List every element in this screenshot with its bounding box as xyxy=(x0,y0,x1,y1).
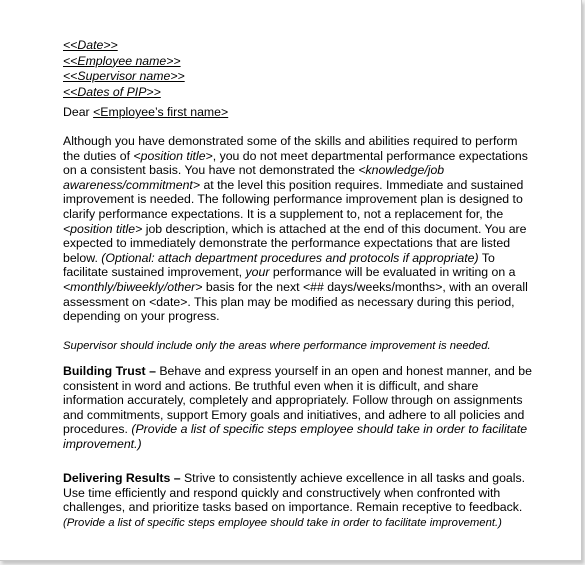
intro-text: To facilitate sustained improvement, xyxy=(63,250,495,280)
intro-text: , with an overall assessment on xyxy=(63,279,528,309)
salutation xyxy=(63,105,533,120)
intro-text: . This plan may be modified as necessary during this period, depending on your progress. xyxy=(63,294,515,324)
assessment-date-field[interactable]: <date> xyxy=(149,294,188,309)
supervisor-note: Supervisor should include only the areas where performance improvement is needed. xyxy=(63,340,491,352)
employee-name-field[interactable]: <<Employee name>> xyxy=(63,53,181,68)
optional-note: (Optional: attach department procedures and protocols if appropriate) xyxy=(101,250,479,265)
your-emphasis: your xyxy=(245,265,270,280)
supervisor-name-field[interactable]: <<Supervisor name>> xyxy=(63,69,185,84)
date-field[interactable]: <<Date>> xyxy=(63,38,118,52)
salutation-word: Dear xyxy=(63,105,90,119)
knowledge-field[interactable]: <knowledge/job awareness/commitment> xyxy=(63,163,445,192)
letter-header xyxy=(63,38,533,100)
intro-text: basis for the next xyxy=(202,279,303,294)
duration-field[interactable]: <## days/weeks/months> xyxy=(302,279,443,294)
building-trust-instruction: (Provide a list of specific steps employee should take in order to facilitate improvement.) xyxy=(63,422,528,451)
frequency-field[interactable]: <monthly/biweekly/other> xyxy=(63,279,203,294)
delivering-results-instruction: (Provide a list of specific steps employee should take in order to facilitate improvement.) xyxy=(63,516,502,529)
building-trust-section xyxy=(63,364,533,452)
position-title-field[interactable]: <position title> xyxy=(63,221,143,236)
building-trust-body: Behave and express yourself in an open and honest manner, and be consistent in word and actions. Be truthful even when it is difficult, and share information accurately, completely and appropriately. Follow through on assignments and commitments, support Emory goals and initiatives, and adhere to all policies and procedures. xyxy=(63,364,532,437)
delivering-results-heading: Delivering Results – xyxy=(63,471,181,485)
building-trust-heading: Building Trust – xyxy=(63,364,156,378)
intro-text: performance will be evaluated in writing on a xyxy=(269,265,516,280)
position-title-field[interactable]: <position title> xyxy=(133,148,213,163)
dates-of-pip-field[interactable]: <<Dates of PIP>> xyxy=(63,84,161,99)
intro-text: job description, which is attached at the end of this document. You are expected to immediately demonstrate the performance expectations that are listed below. xyxy=(63,221,527,265)
delivering-results-body: Strive to consistently achieve excellence in all tasks and goals. Use time efficiently and respond quickly and constructively when confronted with challenges, and prioritize tasks based on importance. Remain receptive to feedback. xyxy=(63,471,526,515)
intro-text: , you do not meet departmental performance expectations on a consistent basis. You have not demonstrated the xyxy=(63,148,528,178)
delivering-results-section xyxy=(63,471,533,530)
intro-paragraph xyxy=(63,134,533,324)
employee-first-name-field[interactable]: <Employee’s first name> xyxy=(93,105,229,119)
intro-text: Although you have demonstrated some of the skills and abilities required to perform the duties of xyxy=(63,134,518,163)
intro-text: at the level this position requires. Immediate and sustained improvement is needed. The following performance improvement plan is designed to clarify performance expectations. It is a supplement to, not a replacement for, the xyxy=(63,177,524,221)
